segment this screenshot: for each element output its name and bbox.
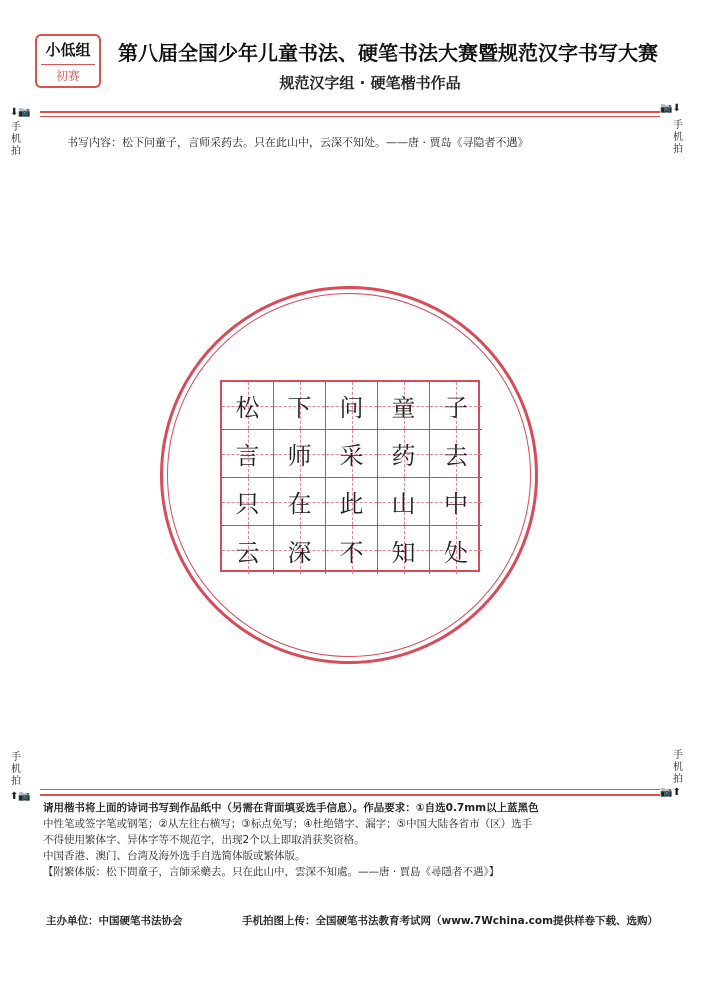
instruction-line: 中性笔或签字笔或钢笔；②从左往右横写；③标点免写；④杜绝错字、漏字；⑤中国大陆各省市（区）选手 [43, 818, 533, 830]
grid-cell: 山 [378, 478, 430, 526]
grid-cell: 只 [222, 478, 274, 526]
instruction-line-traditional: 【附繁体版：松下問童子，言師采藥去。只在此山中，雲深不知處。——唐 · 賈島《尋隱者不遇》】 [43, 866, 500, 878]
top-rule-thin [40, 116, 660, 117]
grid-cell: 云 [222, 526, 274, 574]
grid-cell: 不 [326, 526, 378, 574]
bottom-rule-thick [40, 794, 660, 796]
instructions-block [43, 800, 668, 880]
badge-level: 小低组 [45, 41, 91, 59]
badge-round: 初赛 [55, 69, 80, 83]
writing-grid [220, 380, 480, 572]
grid-cell: 师 [274, 430, 326, 478]
camera-icon: 📷⬇ [660, 103, 681, 114]
grid-cell: 下 [274, 382, 326, 430]
camera-icon: 📷⬆ [660, 787, 681, 798]
grid-cell: 知 [378, 526, 430, 574]
phone-photo-label-bottom-right: 手 机 拍 [673, 750, 683, 785]
grid-cell: 采 [326, 430, 378, 478]
bottom-rule-thin [40, 789, 660, 790]
page-subtitle: 规范汉字组 · 硬笔楷书作品 [279, 74, 461, 92]
instruction-line: 请用楷书将上面的诗词书写到作品纸中（另需在背面填妥选手信息）。作品要求：①自选0.7mm以上蓝黑色 [43, 802, 539, 814]
writing-content-line: 书写内容：松下问童子，言师采药去。只在此山中，云深不知处。——唐 · 贾岛《寻隐者不遇》 [67, 136, 529, 149]
top-rule-thick [40, 111, 660, 113]
phone-photo-label-bottom-left: 手 机 拍 [11, 752, 21, 787]
footer-upload-info: 手机拍图上传：全国硬笔书法教育考试网（www.7Wchina.com提供样卷下载、选购） [242, 915, 659, 927]
grid-cell: 此 [326, 478, 378, 526]
grid-cell: 子 [430, 382, 482, 430]
grid-cell: 问 [326, 382, 378, 430]
grid-cell: 中 [430, 478, 482, 526]
grid-cell: 童 [378, 382, 430, 430]
footer-organizer: 主办单位：中国硬笔书法协会 [46, 915, 183, 927]
grid-cell: 松 [222, 382, 274, 430]
phone-photo-label-top-left: 手 机 拍 [11, 122, 21, 157]
grid-cell: 处 [430, 526, 482, 574]
phone-photo-label-top-right: 手 机 拍 [673, 120, 683, 155]
grid-cell: 深 [274, 526, 326, 574]
grid-cell: 药 [378, 430, 430, 478]
camera-icon: ⬆📷 [10, 791, 31, 802]
instruction-line: 不得使用繁体字、异体字等不规范字，出现2个以上即取消获奖资格。 [43, 834, 365, 846]
badge-divider [41, 64, 95, 65]
page-title: 第八届全国少年儿童书法、硬笔书法大赛暨规范汉字书写大赛 [118, 41, 658, 65]
grid-cell: 在 [274, 478, 326, 526]
camera-icon: ⬇📷 [10, 107, 31, 118]
group-badge [35, 34, 101, 88]
grid-cell: 言 [222, 430, 274, 478]
instruction-line: 中国香港、澳门、台湾及海外选手自选简体版或繁体版。 [43, 850, 306, 862]
grid-cell: 去 [430, 430, 482, 478]
